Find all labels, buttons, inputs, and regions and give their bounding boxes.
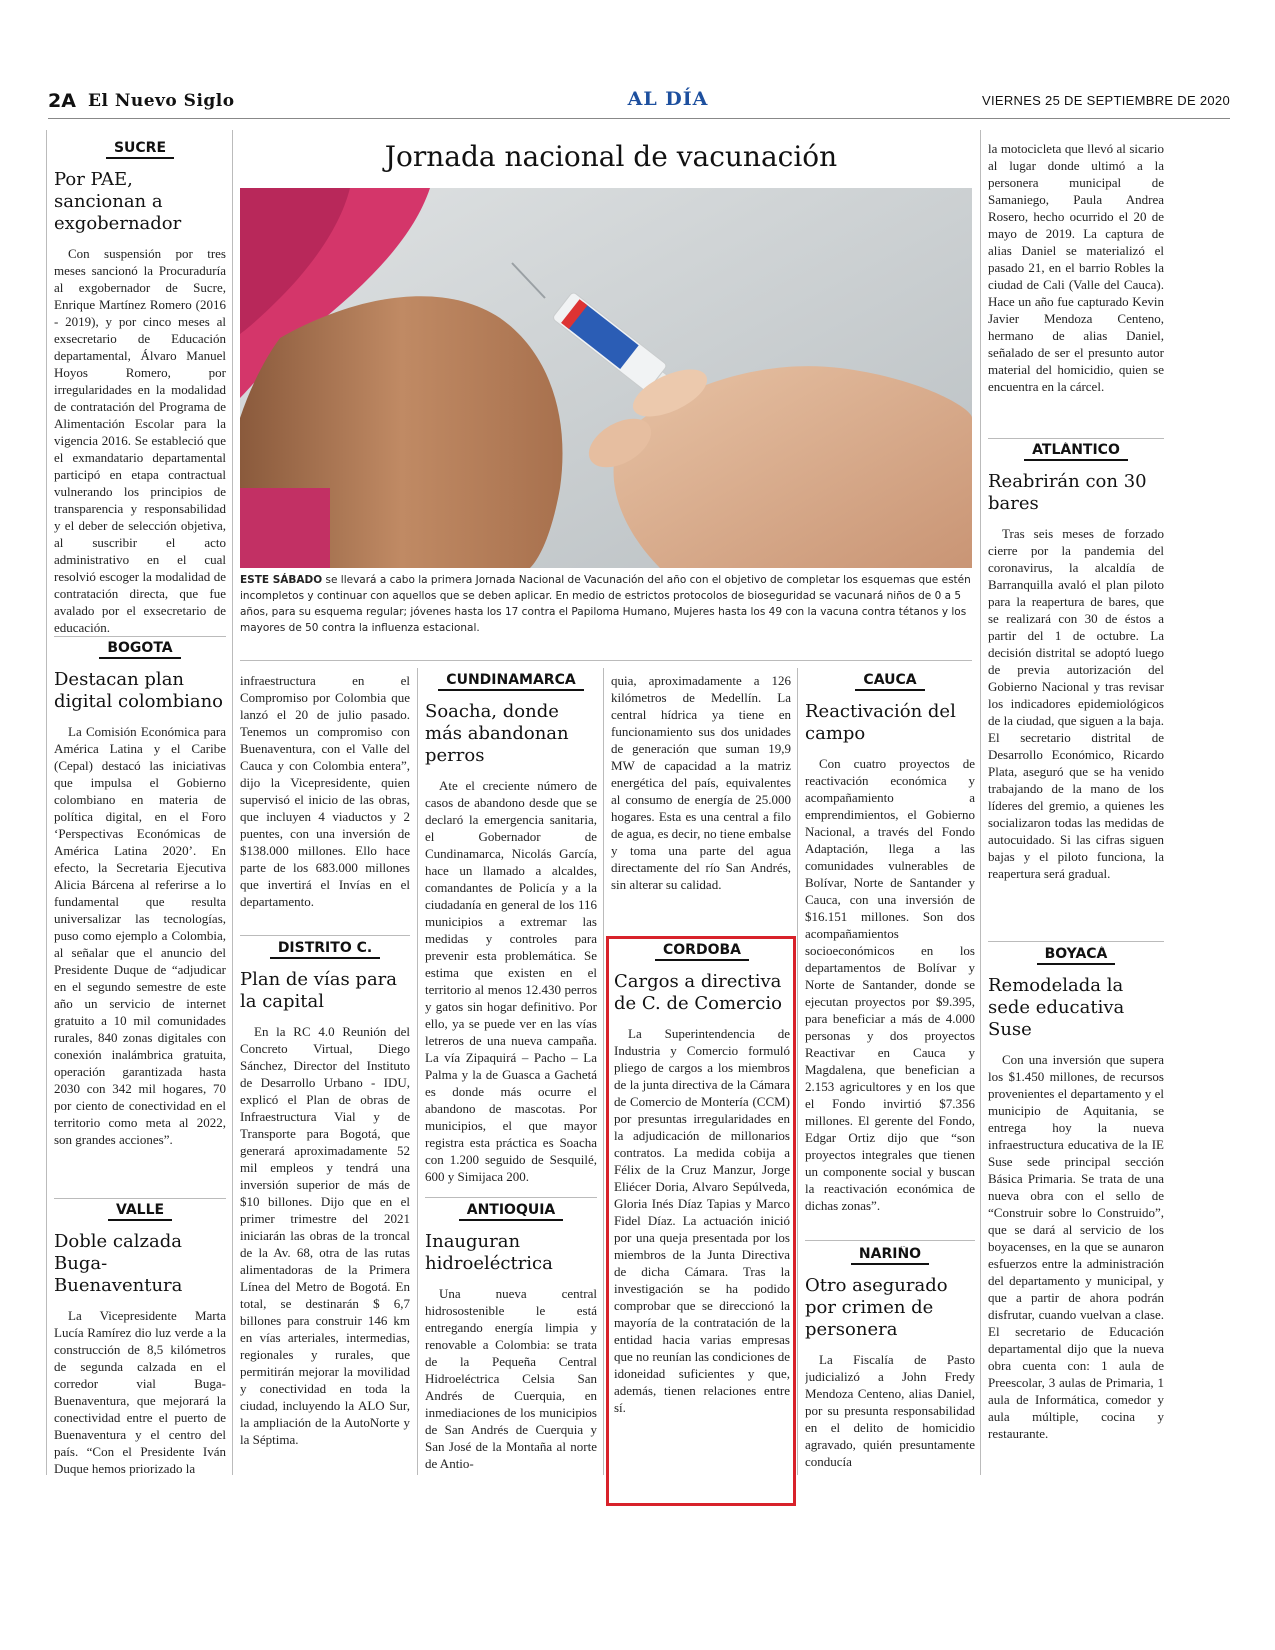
headline-bogota: Destacan plan digital colombiano bbox=[54, 669, 224, 712]
column-rule bbox=[980, 130, 981, 1475]
section-rule bbox=[54, 636, 226, 637]
article-valle-continued bbox=[240, 672, 410, 932]
headline-narino: Otro asegurado por crimen de personera bbox=[805, 1275, 948, 1340]
article-cauca bbox=[805, 672, 975, 1238]
article-cordoba bbox=[614, 942, 790, 1498]
column-rule bbox=[797, 668, 798, 1475]
left-border-rule bbox=[46, 130, 47, 1475]
masthead-logo: El Nuevo Siglo bbox=[88, 91, 235, 111]
section-rule bbox=[988, 438, 1164, 439]
kicker-boyaca: BOYACÁ bbox=[988, 946, 1164, 965]
vaccination-photo bbox=[240, 188, 972, 568]
body-valle-continued: infraestructura en el Compromiso por Colombia que lanzó el 20 de julio pasado. Tenemos un compromiso con Buenaventura, con el Valle del Cauca y con Colombia entera”, dijo la Vicepresidente, quien supervisó el inicio de las obras, que incluyen 4 viaductos y 2 puentes, con una inversión de $138.000 millones. Ello hace parte de los 683.000 millones que invertirá el Invías en el departamento. bbox=[240, 673, 410, 909]
column-rule bbox=[232, 130, 233, 1475]
page-number: 2A bbox=[48, 90, 76, 112]
article-cundinamarca bbox=[425, 672, 597, 1194]
article-sucre bbox=[54, 140, 226, 635]
caption-lead: ESTE SÁBADO bbox=[240, 574, 323, 586]
article-bogota bbox=[54, 640, 226, 1196]
article-antioquia bbox=[425, 1202, 597, 1480]
section-rule bbox=[988, 941, 1164, 942]
kicker-sucre: SUCRE bbox=[54, 140, 226, 159]
body-distrito: En la RC 4.0 Reunión del Concreto Virtual, Diego Sánchez, Director del Instituto de Desarrollo Urbano - IDU, explicó el Plan de obras de Infraestructura Vial y de Transporte para Bogotá, que generará aproximadamente 52 mil empleos y tendrá una inversión superior de más de $10 billones. Dijo que en el primer trimestre del 2021 iniciarán las obras de la troncal de la Av. 68, otra de las rutas alimentadoras de la Primera Línea del Metro de Bogotá. En total, se destinarán $ 6,7 billones para construir 146 km en vías arteriales, intermedias, regionales y rurales, que permitirán mejorar la movilidad y conectividad en toda la ciudad, incluyendo la ALO Sur, la ampliación de la AutoNorte y la Séptima. bbox=[240, 1024, 410, 1447]
body-narino: La Fiscalía de Pasto judicializó a John Fredy Mendoza Centeno, alias Daniel, por su presunta responsabilidad en el delito de homicidio agravado, quién presuntamente conducía bbox=[805, 1352, 975, 1469]
section-rule bbox=[805, 1240, 975, 1241]
article-boyaca bbox=[988, 946, 1164, 1478]
headline-antioquia: Inauguran hidroeléctrica bbox=[425, 1231, 553, 1274]
headline-cundinamarca: Soacha, donde más abandonan perros bbox=[425, 701, 569, 766]
headline-cordoba: Cargos a directiva de C. de Comercio bbox=[614, 971, 782, 1014]
photo-caption bbox=[240, 572, 972, 636]
headline-cauca: Reactivación del campo bbox=[805, 701, 956, 744]
column-rule bbox=[417, 668, 418, 1475]
body-cordoba: La Superintendencia de Industria y Comercio formuló pliego de cargos a los miembros de la junta directiva de la Cámara de Comercio de Montería (CCM) por presuntas irregularidades en la adjudicación de millonarios contratos. La medida cobija a Félix de la Cruz Manzur, Jorge Eliécer Doria, Alvaro Sepúlveda, Gloria Inés Díaz Tapias y Marco Fidel Díaz. La actuación inició por una queja presentada por los miembros de la Junta Directiva de dicha Cámara. Tras la investigación se ha podido comprobar que se direccionó la mayoría de la contratación de la entidad hacia varias empresas que no reunían las condiciones de idoneidad suficientes y que, además, tienen relaciones entre sí. bbox=[614, 1026, 790, 1415]
article-antioquia-continued bbox=[611, 672, 791, 930]
headline-sucre: Por PAE, sancionan a exgobernador bbox=[54, 169, 182, 234]
section-rule bbox=[54, 1198, 226, 1199]
article-valle bbox=[54, 1202, 226, 1477]
article-atlantico bbox=[988, 442, 1164, 939]
body-cauca: Con cuatro proyectos de reactivación económica y acompañamiento a emprendimientos, el Gobierno Nacional, a través del Fondo Adaptación, llega a las comunidades vulnerables de Bolívar, Norte de Santander y Cauca, con una inversión de $16.151 millones. Son dos acompañamientos socioeconómicos en los departamentos de Bolívar y Norte de Santander, donde se ejecutan proyectos por $9.395, para beneficiar a más de 4.000 personas y dos proyectos Reactivar en Cauca y Magdalena, que benefician a 2.153 agricultores y en los que el Fondo invirtió $7.356 millones. El gerente del Fondo, Edgar Ortiz dijo que “son proyectos integrales que tienen un componente social y buscan la reactivación económica de dichas zonas”. bbox=[805, 756, 975, 1213]
article-narino bbox=[805, 1246, 975, 1481]
main-story-title: Jornada nacional de vacunación bbox=[384, 140, 838, 173]
body-bogota: La Comisión Económica para América Latina y el Caribe (Cepal) destacó las iniciativas que impulsa el Gobierno colombiano en materia de política digital, en el Foro ‘Perspectivas Económicas de América Latina 2020’. En efecto, la Secretaria Ejecutiva Alicia Bárcena al referirse a lo fundamental que resulta universalizar las tecnologías, puso como ejemplo a Colombia, al señalar que el anuncio del Presidente Duque de “adjudicar en el segundo semestre de este año un servicio de internet gratuito a 10 mil comunidades rurales, 840 zonas digitales con conexión inalámbrica gratuita, operación garantizada hasta 2030 con 342 mil hogares, 70 por ciento de conectividad en el territorio como meta al 2022, son grandes acciones”. bbox=[54, 724, 226, 1147]
body-atlantico: Tras seis meses de forzado cierre por la pandemia del coronavirus, la alcaldía de Barranquilla avaló el plan piloto para la reapertura de bares, que se realizará con 30 de éstos a partir del 1 de octubre. La decisión distrital se adoptó luego de previa autorización del Gobierno Nacional y tras revisar los indicadores epidemiológicos de la ciudad, que siguen a la baja. El secretario distrital de Desarrollo Económico, Ricardo Plata, aseguró que se ha venido trabajando de la mano de los líderes del gremio, a quienes les socializaron todas las medidas de autocuidado. Si las cifras siguen bajas y el piloto funciona, la reapertura será gradual. bbox=[988, 526, 1164, 881]
headline-atlantico: Reabrirán con 30 bares bbox=[988, 471, 1147, 514]
page-header bbox=[48, 88, 1230, 119]
article-narino-continued bbox=[988, 140, 1164, 436]
body-valle: La Vicepresidente Marta Lucía Ramírez dio luz verde a la construcción de 8,5 kilómetros de segunda calzada en el corredor vial Buga-Buenaventura, que mejorará la conectividad entre el puerto de Buenaventura y el centro del país. “Con el Presidente Iván Duque hemos priorizado la bbox=[54, 1308, 226, 1476]
caption-text: se llevará a cabo la primera Jornada Nacional de Vacunación del año con el objetivo de completar los esquemas que estén incompletos y continuar con aquellos que se deben aplicar. En medio de estrictos protocolos de bioseguridad se vacunará niños de 0 a 5 años, para su esquema regular; jóvenes hasta los 17 contra el Papiloma Humano, Mujeres hasta los 49 con la vacuna contra tétanos y los mayores de 50 contra la influenza estacional. bbox=[240, 574, 971, 634]
body-boyaca: Con una inversión que supera los $1.450 millones, de recursos provenientes el departamento y el municipio de Aquitania, se entrega hoy la nueva infraestructura educativa de la IE Suse sede principal sección Básica Primaria. Se trata de una nueva obra con el sello de “Construir sobre lo Construido”, que se dará al servicio de los boyacenses, en la que se aunaron esfuerzos entre la administración del departamento y municipal, y que a partir de ahora podrán disfrutar, cuando vuelvan a clase. El secretario de Educación departamental dijo que la nueva obra cuenta con: 1 aula de Preescolar, 3 aulas de Primaria, 1 aula de Informática, comedor y aula múltiple, cocina y restaurante. bbox=[988, 1052, 1164, 1441]
headline-valle: Doble calzada Buga-Buenaventura bbox=[54, 1231, 183, 1296]
body-sucre: Con suspensión por tres meses sancionó la Procuraduría al exgobernador de Sucre, Enrique Martínez Romero (2016 - 2019), y por cinco meses al exsecretario de Educación departamental, Álvaro Manuel Hoyos Romero, por irregularidades en la modalidad de contratación del Programa de Alimentación Escolar para la vigencia 2016. Se estableció que el exmandatario departamental participó en etapa contractual vulnerando los principios de transparencia y responsabilidad y el deber de selección objetiva, al suscribir el acto administrativo en el cual resolvió escoger la modalidad de contratación directa, que fue avalado por el exsecretario de educación. bbox=[54, 246, 226, 635]
section-rule bbox=[240, 935, 410, 936]
headline-distrito: Plan de vías para la capital bbox=[240, 969, 398, 1012]
kicker-bogota: BOGOTA bbox=[54, 640, 226, 659]
kicker-cundinamarca: CUNDINAMARCA bbox=[425, 672, 597, 691]
body-antioquia: Una nueva central hidrosostenible le está entregando energía limpia y renovable a Colombia: se trata de la Pequeña Central Hidroeléctrica Celsia San Andrés de Cuerquia, en inmediaciones de los municipios de San Andrés de Cuerquia y San José de la Montaña al norte de Antio- bbox=[425, 1286, 597, 1471]
column-rule bbox=[603, 668, 604, 1475]
kicker-atlantico: ATLÁNTICO bbox=[988, 442, 1164, 461]
body-antioquia-continued: quia, aproximadamente a 126 kilómetros de Medellín. La central hídrica ya tiene en funcionamiento sus dos unidades de generación que suman 19,9 MW de capacidad a la matriz energética del país, equivalentes al consumo de energía de 25.000 hogares. Esta es una central a filo de agua, es decir, no tiene embalse y toma una parte del agua directamente del río San Andrés, sin alterar su calidad. bbox=[611, 673, 791, 892]
kicker-valle: VALLE bbox=[54, 1202, 226, 1221]
article-distrito bbox=[240, 940, 410, 1480]
section-title: AL DÍA bbox=[627, 88, 709, 110]
body-narino-continued: la motocicleta que llevó al sicario al lugar donde ultimó a la personera municipal de Samaniego, Paula Andrea Rosero, hecho ocurrido el 20 de mayo de 2019. La captura de alias Daniel se materializó el pasado 21, en el barrio Robles la ciudad de Cali (Valle del Cauca). Hace un año fue capturado Kevin Javier Mendoza Centeno, hermano de alias Daniel, señalado de ser el presunto autor material del homicidio, quien se encuentra en la cárcel. bbox=[988, 141, 1164, 394]
kicker-cauca: CAUCA bbox=[805, 672, 975, 691]
kicker-distrito: DISTRITO C. bbox=[240, 940, 410, 959]
headline-boyaca: Remodelada la sede educativa Suse bbox=[988, 975, 1125, 1040]
kicker-cordoba: CORDOBA bbox=[614, 942, 790, 961]
kicker-antioquia: ANTIOQUIA bbox=[425, 1202, 597, 1221]
section-rule bbox=[240, 660, 972, 661]
kicker-narino: NARIÑO bbox=[805, 1246, 975, 1265]
issue-date: VIERNES 25 DE SEPTIEMBRE DE 2020 bbox=[981, 93, 1230, 108]
body-cundinamarca: Ate el creciente número de casos de abandono desde que se declaró la emergencia sanitaria, el Gobernador de Cundinamarca, Nicolás García, hace un llamado a alcaldes, comandantes de Policía y a la ciudadanía en general de los 116 municipios a extremar las medidas y controles para prevenir esta problemática. Se estima que existen en el territorio al menos 12.430 perros y gatos sin hogar definitivo. Por ello, ya se puede ver en las vías letreros de una nueva campaña. La vía Zipaquirá – Pacho – La Palma y la de Guasca a Gachetá es donde más ocurre el abandono de mascotas. Por municipios, el que mayor registra esta práctica es Soacha con 1.200 seguido de Sesquilé, 600 y Simijaca 200. bbox=[425, 778, 597, 1184]
section-rule bbox=[425, 1197, 597, 1198]
